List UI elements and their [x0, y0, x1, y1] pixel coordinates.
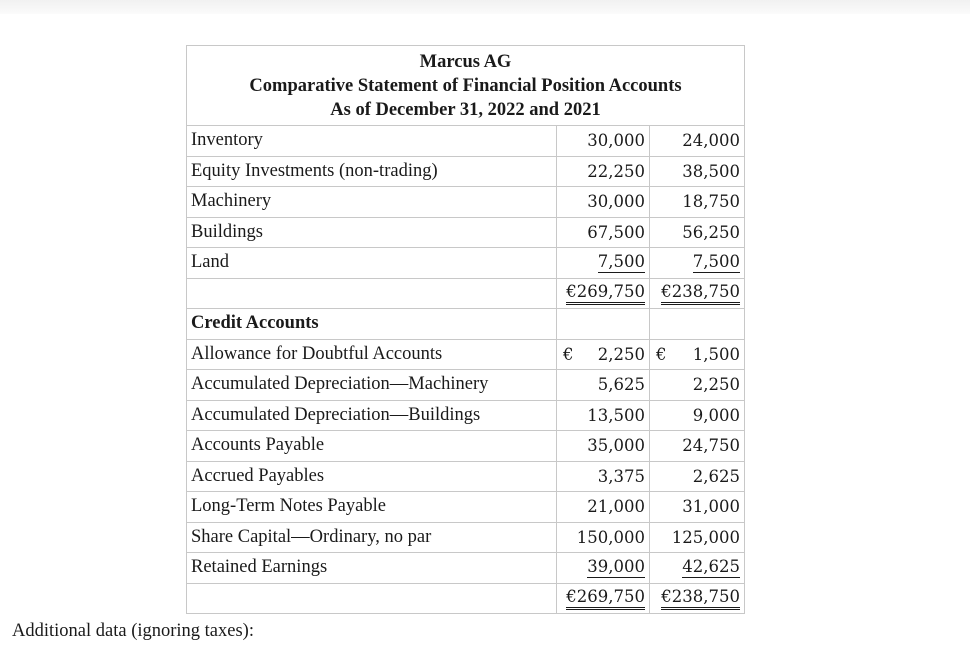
row-label: Share Capital—Ordinary, no par: [187, 522, 557, 553]
value-2021: 125,000: [650, 522, 745, 553]
value-2022: 3,375: [557, 461, 650, 492]
table-row: [187, 370, 745, 401]
value-2021: 2,250: [650, 370, 745, 401]
empty-label: [187, 278, 557, 309]
value-2021: [650, 248, 745, 279]
row-label: Equity Investments (non-trading): [187, 156, 557, 187]
table-row: [187, 187, 745, 218]
value-2022: 21,000: [557, 492, 650, 523]
financial-statement-table: [186, 45, 745, 614]
table-row: [187, 461, 745, 492]
row-label: Accounts Payable: [187, 431, 557, 462]
value-2022: 67,500: [557, 217, 650, 248]
row-label: Long-Term Notes Payable: [187, 492, 557, 523]
value-2022: 30,000: [557, 187, 650, 218]
value-2022: 150,000: [557, 522, 650, 553]
value-2021: 38,500: [650, 156, 745, 187]
credit-total-row: [187, 583, 745, 614]
table-row: [187, 431, 745, 462]
total-2021: [650, 583, 745, 614]
value-2021: 24,750: [650, 431, 745, 462]
value-2022: 5,625: [557, 370, 650, 401]
amount: 2,250: [597, 344, 645, 364]
amount: 1,500: [692, 344, 740, 364]
table-row: [187, 553, 745, 584]
table-row: [187, 492, 745, 523]
top-bar: [0, 0, 970, 14]
value-2022: 30,000: [557, 126, 650, 157]
total-2021: [650, 278, 745, 309]
value-2021: 24,000: [650, 126, 745, 157]
value-2021: 18,750: [650, 187, 745, 218]
row-label: Accumulated Depreciation—Machinery: [187, 370, 557, 401]
value-2021: 9,000: [650, 400, 745, 431]
table-row: [187, 126, 745, 157]
value-2022: [557, 339, 650, 370]
currency-symbol: €: [656, 344, 667, 364]
empty-cell: [557, 309, 650, 340]
empty-label: [187, 583, 557, 614]
double-underlined-value: €269,750: [566, 282, 645, 305]
value-2022: [557, 553, 650, 584]
underlined-value: 42,625: [682, 557, 740, 577]
credit-heading-row: [187, 309, 745, 340]
value-2021: [650, 339, 745, 370]
table-row: [187, 522, 745, 553]
double-underlined-value: €238,750: [661, 282, 740, 305]
underlined-value: 7,500: [692, 252, 740, 272]
row-label: Accumulated Depreciation—Buildings: [187, 400, 557, 431]
value-2021: 31,000: [650, 492, 745, 523]
company-name: Marcus AG: [419, 52, 512, 72]
table-row: [187, 339, 745, 370]
statement-date: As of December 31, 2022 and 2021: [330, 100, 601, 120]
value-2021: 2,625: [650, 461, 745, 492]
row-label: Retained Earnings: [187, 553, 557, 584]
total-2022: [557, 278, 650, 309]
table-row: [187, 400, 745, 431]
statement-header: [187, 46, 745, 126]
statement-title: Comparative Statement of Financial Position Accounts: [249, 76, 682, 96]
value-2022: 22,250: [557, 156, 650, 187]
value-2021: [650, 553, 745, 584]
value-2022: 13,500: [557, 400, 650, 431]
underlined-value: 39,000: [587, 557, 645, 577]
table-row: [187, 217, 745, 248]
underlined-value: 7,500: [597, 252, 645, 272]
table-row: [187, 248, 745, 279]
row-label: Accrued Payables: [187, 461, 557, 492]
value-2022: [557, 248, 650, 279]
header-row: [187, 46, 745, 126]
table-row: [187, 156, 745, 187]
empty-cell: [650, 309, 745, 340]
currency-symbol: €: [563, 344, 574, 364]
double-underlined-value: €269,750: [566, 587, 645, 610]
value-2021: 56,250: [650, 217, 745, 248]
value-2022: 35,000: [557, 431, 650, 462]
row-label: Buildings: [187, 217, 557, 248]
additional-data-note: Additional data (ignoring taxes):: [12, 621, 254, 641]
row-label: Land: [187, 248, 557, 279]
row-label: Machinery: [187, 187, 557, 218]
total-2022: [557, 583, 650, 614]
credit-accounts-heading: Credit Accounts: [187, 309, 557, 340]
row-label: Inventory: [187, 126, 557, 157]
debit-total-row: [187, 278, 745, 309]
double-underlined-value: €238,750: [661, 587, 740, 610]
row-label: Allowance for Doubtful Accounts: [187, 339, 557, 370]
